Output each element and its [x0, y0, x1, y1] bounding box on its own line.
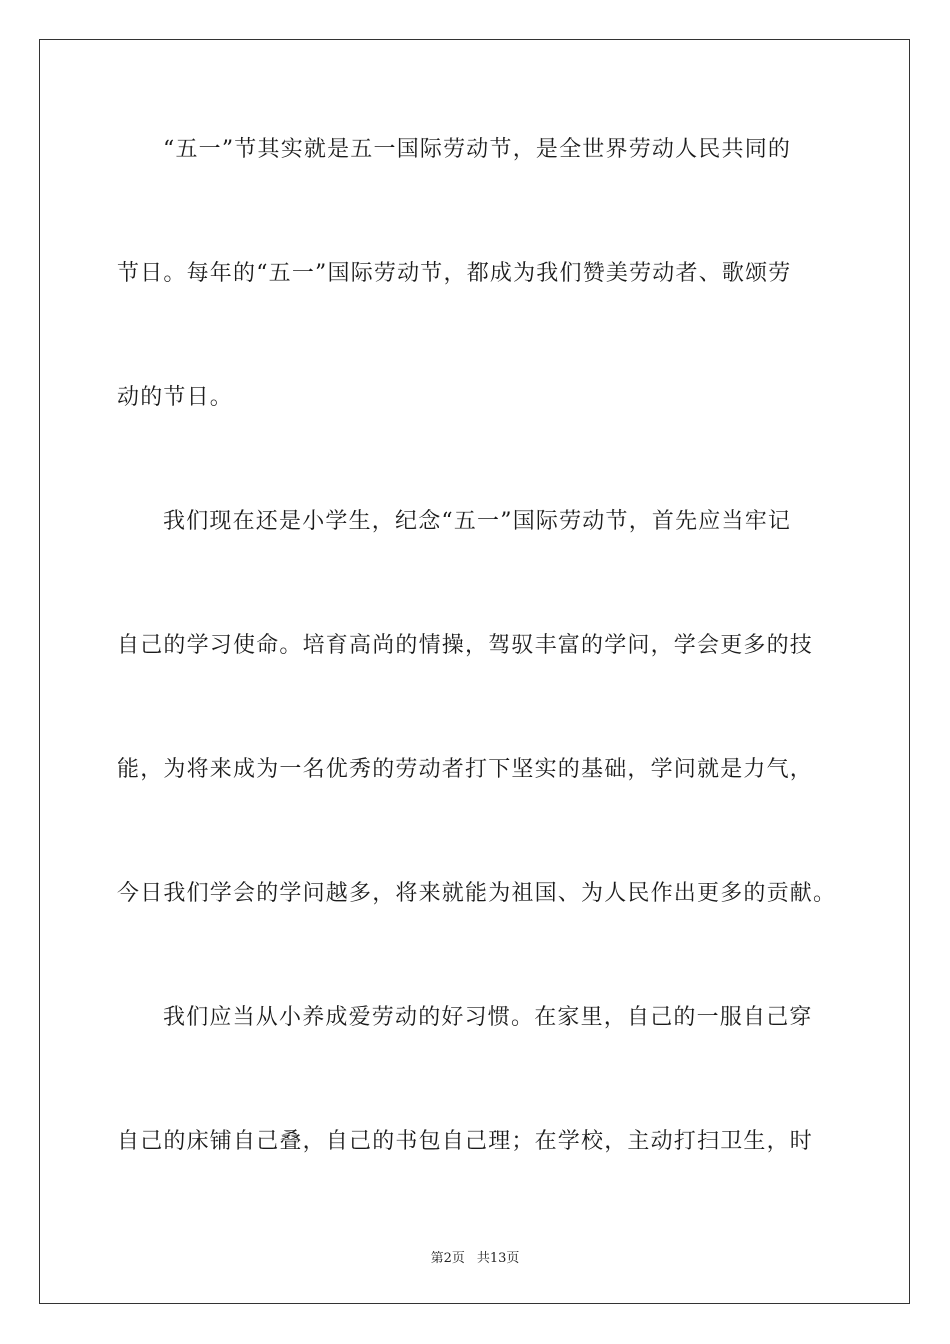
paragraph-2-line-2: 自己的学习使命。培育高尚的情操，驾驭丰富的学问，学会更多的技: [117, 633, 814, 658]
page-total: 共13页: [476, 1251, 520, 1266]
paragraph-1-line-2: 节日。每年的“五一”国际劳动节，都成为我们赞美劳动者、歌颂劳: [117, 261, 792, 286]
paragraph-1-line-1: “五一”节其实就是五一国际劳动节，是全世界劳动人民共同的: [163, 137, 792, 162]
page-number: 第2页: [430, 1251, 465, 1266]
paragraph-2-line-4: 今日我们学会的学问越多，将来就能为祖国、为人民作出更多的贡献。: [117, 881, 837, 906]
paragraph-3-line-2: 自己的床铺自己叠，自己的书包自己理；在学校，主动打扫卫生，时: [117, 1129, 814, 1154]
paragraph-2-line-3: 能，为将来成为一名优秀的劳动者打下坚实的基础，学问就是力气，: [117, 757, 814, 782]
paragraph-3-line-1: 我们应当从小养成爱劳动的好习惯。在家里，自己的一服自己穿: [163, 1005, 813, 1030]
paragraph-2-line-1: 我们现在还是小学生，纪念“五一”国际劳动节，首先应当牢记: [163, 509, 792, 534]
paragraph-1-line-3: 动的节日。: [117, 385, 234, 410]
page-footer: [0, 1247, 950, 1266]
page-border: [39, 39, 910, 1304]
